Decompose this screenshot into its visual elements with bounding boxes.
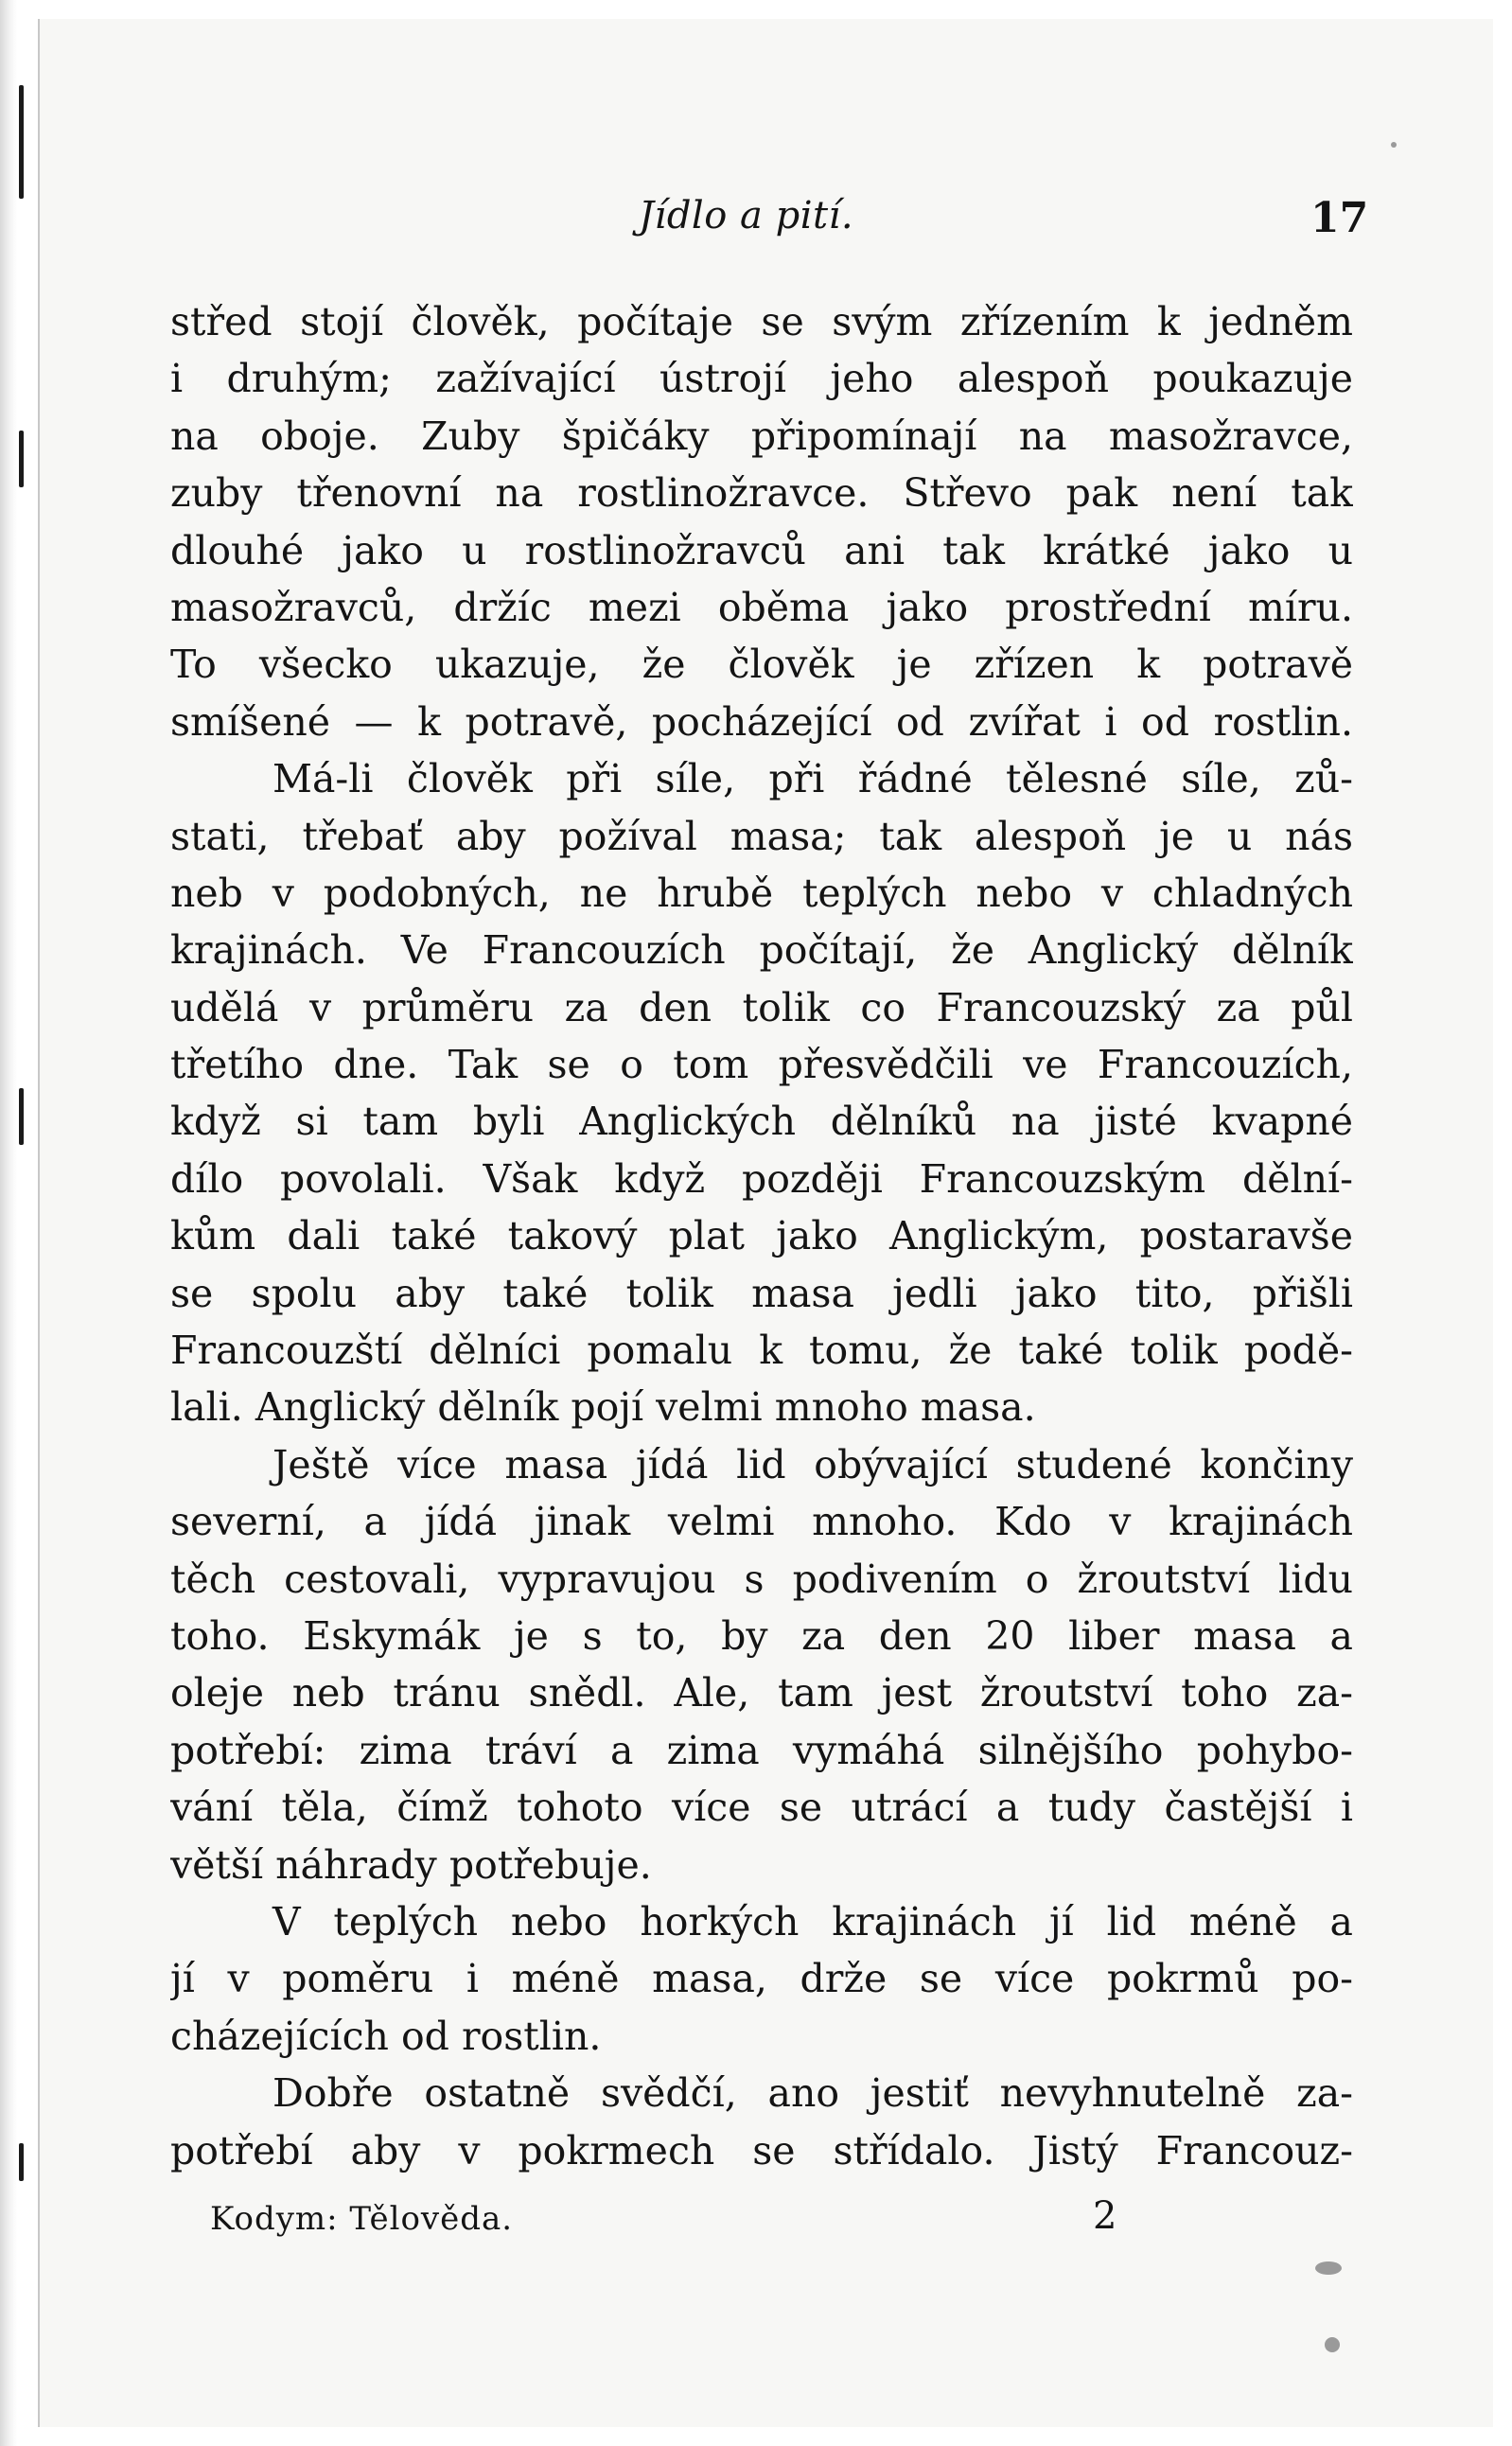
- paragraph: [170, 750, 1353, 1436]
- text-line: V teplých nebo horkých krajinách jí lid méně a: [273, 1898, 1353, 1944]
- text-line: lali. Anglický dělník pojí velmi mnoho masa.: [170, 1384, 1036, 1431]
- text-line: smíšené — k potravě, pocházející od zvířat i od rostlin.: [170, 698, 1353, 745]
- signature-mark: 2: [1093, 2194, 1117, 2238]
- text-line: neb v podobných, ne hrubě teplých nebo v chladných: [170, 870, 1353, 916]
- text-line: potřebí: zima tráví a zima vymáhá silnějšího pohybo-: [170, 1727, 1353, 1773]
- paragraph: [170, 1893, 1353, 2065]
- text-line: kům dali také takový plat jako Anglickým, postaravše: [170, 1213, 1353, 1259]
- footer-author-title: Kodym: Tělověda.: [210, 2200, 514, 2238]
- binding-mark: [19, 85, 24, 199]
- text-line: vání těla, čímž tohoto více se utrácí a tudy častější i: [170, 1785, 1353, 1831]
- text-line: To všecko ukazuje, že člověk je zřízen k potravě: [170, 642, 1353, 688]
- text-line: Dobře ostatně svědčí, ano jestiť nevyhnutelně za-: [273, 2070, 1353, 2117]
- text-line: toho. Eskymák je s to, by za den 20 liber masa a: [170, 1612, 1353, 1659]
- scan-speck: [1325, 2337, 1340, 2352]
- text-line: dlouhé jako u rostlinožravců ani tak krátké jako u: [170, 527, 1353, 573]
- text-line: masožravců, držíc mezi oběma jako prostřední míru.: [170, 584, 1353, 630]
- text-line: zuby třenovní na rostlinožravce. Střevo pak není tak: [170, 470, 1353, 517]
- running-head-title: Jídlo a pití.: [639, 194, 854, 238]
- text-line: jí v poměru i méně masa, drže se více pokrmů po-: [170, 1956, 1353, 2002]
- scan-speck: [1391, 142, 1397, 148]
- page-number: 17: [1310, 194, 1369, 242]
- text-line: když si tam byli Anglických dělníků na jisté kvapné: [170, 1099, 1353, 1145]
- text-line: větší náhrady potřebuje.: [170, 1841, 652, 1888]
- page-footer: [0, 2194, 1512, 2257]
- scan-binding-edge: [0, 0, 17, 2446]
- paragraph: [170, 1436, 1353, 1893]
- text-line: těch cestovali, vypravujou s podivením o žroutství lidu: [170, 1556, 1353, 1602]
- text-line: oleje neb tránu snědl. Ale, tam jest žroutství toho za-: [170, 1670, 1353, 1716]
- text-line: severní, a jídá jinak velmi mnoho. Kdo v krajinách: [170, 1499, 1353, 1545]
- scan-speck: [1315, 2261, 1342, 2275]
- text-line: udělá v průměru za den tolik co Francouzský za půl: [170, 984, 1353, 1030]
- text-line: Ještě více masa jídá lid obývající studené končiny: [273, 1441, 1353, 1487]
- text-line: potřebí aby v pokrmech se střídalo. Jistý Francouz-: [170, 2127, 1353, 2173]
- text-line: na oboje. Zuby špičáky připomínají na masožravce,: [170, 413, 1353, 459]
- text-line: cházejících od rostlin.: [170, 2013, 602, 2059]
- text-line: stati, třebať aby požíval masa; tak alespoň je u nás: [170, 813, 1353, 859]
- binding-mark: [19, 431, 24, 487]
- running-head: [0, 194, 1512, 251]
- binding-mark: [19, 2143, 24, 2181]
- text-line: třetího dne. Tak se o tom přesvědčili ve Francouzích,: [170, 1042, 1353, 1088]
- paragraph: [170, 2065, 1353, 2179]
- text-line: krajinách. Ve Francouzích počítají, že Anglický dělník: [170, 927, 1353, 974]
- body-text: [170, 293, 1353, 2179]
- text-line: Francouzští dělníci pomalu k tomu, že také tolik podě-: [170, 1328, 1353, 1374]
- text-line: se spolu aby také tolik masa jedli jako tito, přišli: [170, 1270, 1353, 1316]
- text-line: střed stojí člověk, počítaje se svým zřízením k jedněm: [170, 299, 1353, 344]
- text-line: dílo povolali. Však když později Francouzským dělní-: [170, 1155, 1353, 1202]
- paragraph: [170, 293, 1353, 750]
- binding-mark: [19, 1088, 24, 1145]
- text-line: i druhým; zažívající ústrojí jeho alespoň poukazuje: [170, 356, 1353, 402]
- text-line: Má-li člověk při síle, při řádné tělesné síle, zů-: [273, 756, 1353, 802]
